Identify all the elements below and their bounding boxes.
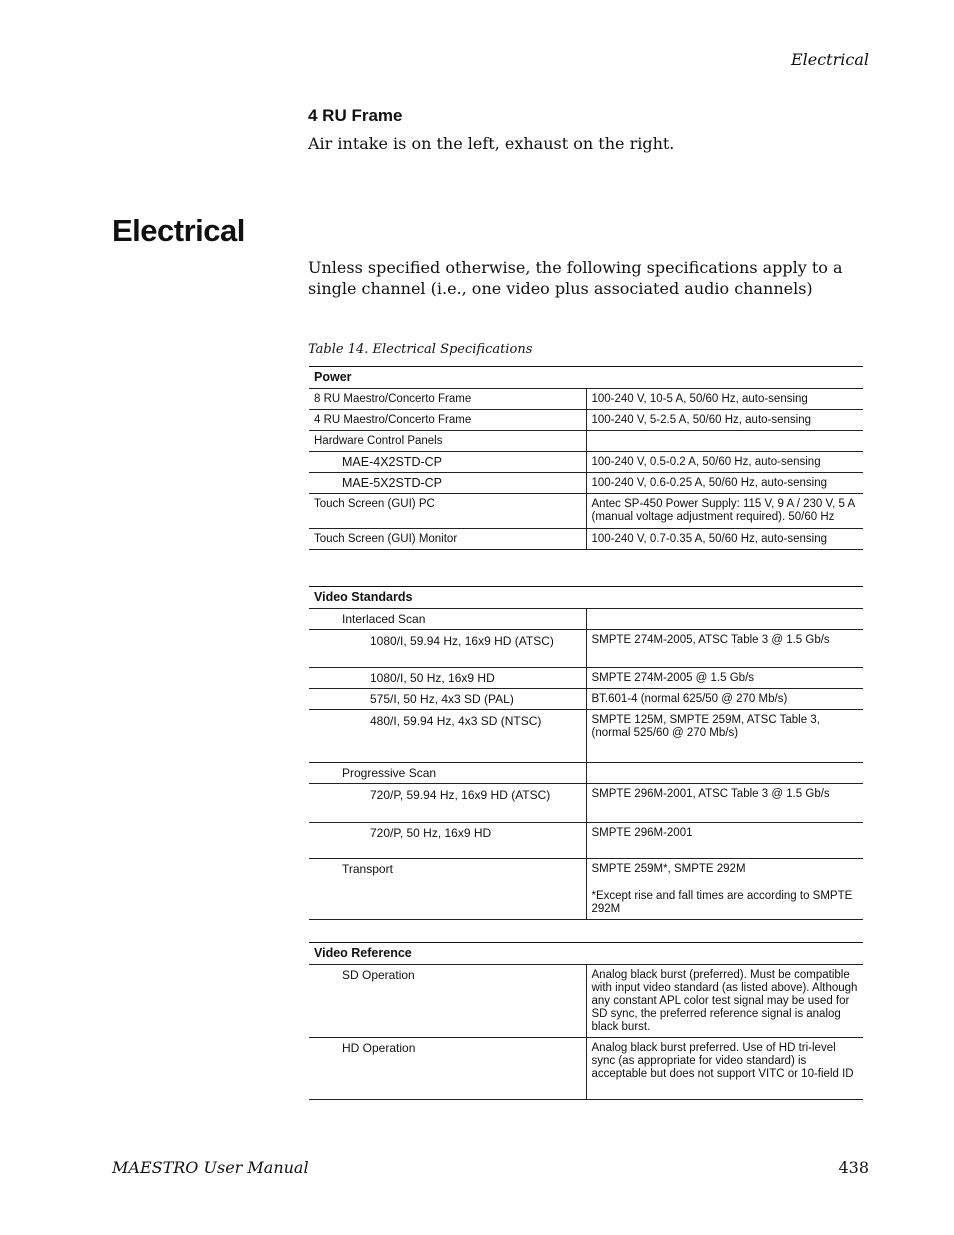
table-caption: Table 14. Electrical Specifications: [308, 342, 533, 357]
table-section-header: [309, 587, 863, 609]
spec-value-cell: [586, 859, 863, 920]
video-standards-heading: Video Standards: [309, 587, 863, 609]
spec-value: SMPTE 259M*, SMPTE 292M: [591, 863, 746, 875]
table-row: [309, 710, 863, 763]
table-row: [309, 668, 863, 689]
spec-label: 720/P, 50 Hz, 16x9 HD: [309, 823, 586, 859]
spec-footnote: *Except rise and fall times are according to SMPTE 292M: [591, 890, 853, 915]
spec-label: 1080/I, 59.94 Hz, 16x9 HD (ATSC): [309, 630, 586, 668]
spec-label: 480/I, 59.94 Hz, 4x3 SD (NTSC): [309, 710, 586, 763]
spec-label: Touch Screen (GUI) PC: [309, 494, 586, 529]
video-standards-table: [309, 586, 863, 920]
table-row: [309, 473, 863, 494]
spec-value-cell: [586, 710, 863, 763]
spec-value: SMPTE 274M-2005, ATSC Table 3 @ 1.5 Gb/s: [586, 630, 863, 668]
spec-label: Hardware Control Panels: [309, 431, 586, 452]
subsection-text: Air intake is on the left, exhaust on the right.: [308, 134, 675, 153]
spec-label: 720/P, 59.94 Hz, 16x9 HD (ATSC): [309, 784, 586, 823]
spec-value: [586, 609, 863, 630]
section-title: Electrical: [112, 213, 245, 248]
spec-value: SMPTE 274M-2005 @ 1.5 Gb/s: [586, 668, 863, 689]
spec-value: 100-240 V, 0.6-0.25 A, 50/60 Hz, auto-sensing: [586, 473, 863, 494]
spec-value: SMPTE 296M-2001, ATSC Table 3 @ 1.5 Gb/s: [586, 784, 863, 823]
intro-paragraph: Unless specified otherwise, the following specifications apply to a single channel (i.e., one video plus associated audio channels): [308, 258, 843, 298]
subsection-title: 4 RU Frame: [308, 106, 403, 125]
spec-value: [586, 431, 863, 452]
table-row: [309, 529, 863, 550]
table-row: [309, 823, 863, 859]
spec-label: Interlaced Scan: [309, 609, 586, 630]
table-row: [309, 630, 863, 668]
spec-label: SD Operation: [309, 965, 586, 1038]
table-row: [309, 494, 863, 529]
spec-label: Touch Screen (GUI) Monitor: [309, 529, 586, 550]
spec-value: SMPTE 125M, SMPTE 259M, ATSC Table 3,: [591, 714, 820, 726]
table-row: [309, 410, 863, 431]
table-row: [309, 784, 863, 823]
table-row: [309, 965, 863, 1038]
video-reference-heading: Video Reference: [309, 943, 863, 965]
table-row: [309, 859, 863, 920]
spec-label: Progressive Scan: [309, 763, 586, 784]
spec-value: 100-240 V, 10-5 A, 50/60 Hz, auto-sensing: [586, 389, 863, 410]
video-reference-table: [309, 942, 863, 1100]
spec-label: 4 RU Maestro/Concerto Frame: [309, 410, 586, 431]
spec-value: [586, 763, 863, 784]
table-row: [309, 609, 863, 630]
table-row: [309, 763, 863, 784]
table-row: [309, 689, 863, 710]
running-head: Electrical: [790, 50, 869, 69]
table-row: [309, 431, 863, 452]
spec-value: 100-240 V, 0.7-0.35 A, 50/60 Hz, auto-sensing: [586, 529, 863, 550]
spec-value: BT.601-4 (normal 625/50 @ 270 Mb/s): [586, 689, 863, 710]
spec-label: MAE-5X2STD-CP: [309, 473, 586, 494]
spec-value: Analog black burst preferred. Use of HD tri-level sync (as appropriate for video standard) is acceptable but does not support VITC or 10-field ID: [586, 1038, 863, 1100]
table-section-header: [309, 367, 863, 389]
table-row: [309, 389, 863, 410]
power-spec-table: [309, 366, 863, 550]
spec-label: Transport: [309, 859, 586, 920]
spec-label: MAE-4X2STD-CP: [309, 452, 586, 473]
spec-value: 100-240 V, 5-2.5 A, 50/60 Hz, auto-sensing: [586, 410, 863, 431]
power-heading: Power: [309, 367, 863, 389]
spec-value: SMPTE 296M-2001: [586, 823, 863, 859]
table-section-header: [309, 943, 863, 965]
spec-value: Antec SP-450 Power Supply: 115 V, 9 A / 230 V, 5 A (manual voltage adjustment required). 50/60 Hz: [586, 494, 863, 529]
table-row: [309, 1038, 863, 1100]
spec-label: 1080/I, 50 Hz, 16x9 HD: [309, 668, 586, 689]
table-row: [309, 452, 863, 473]
spec-label: 575/I, 50 Hz, 4x3 SD (PAL): [309, 689, 586, 710]
spec-value: 100-240 V, 0.5-0.2 A, 50/60 Hz, auto-sensing: [586, 452, 863, 473]
spec-label: HD Operation: [309, 1038, 586, 1100]
footer-manual-title: MAESTRO User Manual: [112, 1158, 309, 1177]
spec-value: Analog black burst (preferred). Must be compatible with input video standard (as listed above). Although any constant APL color test signal may be used for SD sync, the preferred reference signal is analog black burst.: [586, 965, 863, 1038]
spec-label: 8 RU Maestro/Concerto Frame: [309, 389, 586, 410]
spec-value-continued: (normal 525/60 @ 270 Mb/s): [591, 727, 739, 739]
footer-page-number: 438: [838, 1158, 869, 1177]
